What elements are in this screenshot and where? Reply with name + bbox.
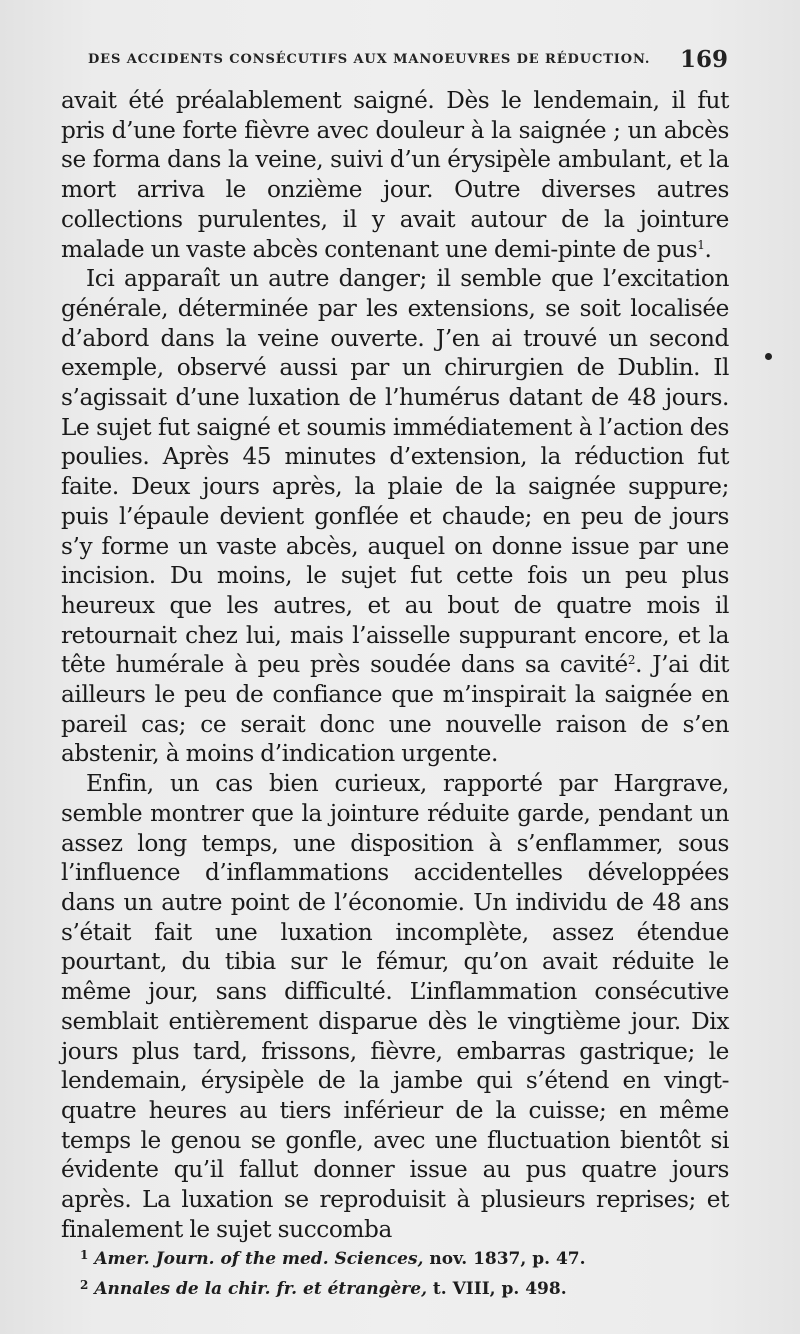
- paragraph-1: [61, 86, 729, 264]
- running-head: DES ACCIDENTS CONSÉCUTIFS AUX MANOEUVRES DE RÉDUCTION.: [88, 52, 651, 67]
- footnote-1-source: Amer. Journ. of the med. Sciences,: [94, 1249, 424, 1269]
- footnote-1: [80, 1242, 740, 1272]
- page-header: [88, 46, 728, 76]
- paragraph-2-text: Ici apparaît un autre danger; il semble que l’excitation générale, déterminée par les extensions, se soit localisée d’abord dans la veine ouverte. J’en ai trouvé un second exemple, observé aussi par un chirurgien de Dublin. Il s’agissait d’une luxation de l’humérus datant de 48 jours. Le sujet fut saigné et soumis immédiatement à l’action des poulies. Après 45 minutes d’extension, la réduction fut faite. Deux jours après, la plaie de la saignée suppure; puis l’épaule devient gonflée et chaude; en peu de jours s’y forme un vaste abcès, auquel on donne issue par une incision. Du moins, le sujet fut cette fois un peu plus heureux que les autres, et au bout de quatre mois il retournait chez lui, mais l’aisselle suppurant encore, et la tête humérale à peu près soudée dans sa cavité: [61, 265, 729, 679]
- footnote-ref-1[interactable]: 1: [697, 237, 705, 252]
- footnote-2-mark: 2: [80, 1278, 89, 1292]
- paragraph-1-text: avait été préalablement saigné. Dès le lendemain, il fut pris d’une forte fièvre avec douleur à la saignée ; un abcès se forma dans la veine, suivi d’un érysipèle ambulant, et la mort arriva le onzième jour. Outre diverses autres collections purulentes, il y avait autour de la jointure malade un vaste abcès contenant une demi-pinte de pus: [61, 87, 729, 263]
- paragraph-2: [61, 264, 729, 769]
- margin-dot: [765, 353, 772, 360]
- footnote-2-detail: t. VIII, p. 498.: [427, 1279, 567, 1299]
- paragraph-1-end: .: [704, 235, 712, 263]
- footnote-2-source: Annales de la chir. fr. et étrangère,: [94, 1279, 427, 1299]
- body-text: [61, 86, 729, 1244]
- footnote-2: [80, 1272, 740, 1302]
- paragraph-2-end: . J’ai dit ailleurs le peu de confiance que m’inspirait la saignée en pareil cas; ce serait donc une nouvelle raison de s’en abstenir, à moins d’indication urgente.: [61, 651, 729, 768]
- paragraph-3: Enfin, un cas bien curieux, rapporté par Hargrave, semble montrer que la jointure réduite garde, pendant un assez long temps, une disposition à s’enflammer, sous l’influence d’inflammations accidentelles développées dans un autre point de l’économie. Un individu de 48 ans s’était fait une luxation incomplète, assez étendue pourtant, du tibia sur le fémur, qu’on avait réduite le même jour, sans difficulté. L’inflammation consécutive semblait entièrement disparue dès le vingtième jour. Dix jours plus tard, frissons, fièvre, embarras gastrique; le lendemain, érysipèle de la jambe qui s’étend en vingt-quatre heures au tiers inférieur de la cuisse; en même temps le genou se gonfle, avec une fluctuation bientôt si évidente qu’il fallut donner issue au pus quatre jours après. La luxation se reproduisit à plusieurs reprises; et finalement le sujet succomba: [61, 770, 729, 1243]
- footnote-1-detail: nov. 1837, p. 47.: [423, 1249, 586, 1269]
- footnote-ref-2[interactable]: 2: [627, 653, 636, 668]
- page-number: 169: [679, 46, 728, 73]
- footnotes: [80, 1242, 740, 1302]
- footnote-1-mark: 1: [80, 1248, 89, 1262]
